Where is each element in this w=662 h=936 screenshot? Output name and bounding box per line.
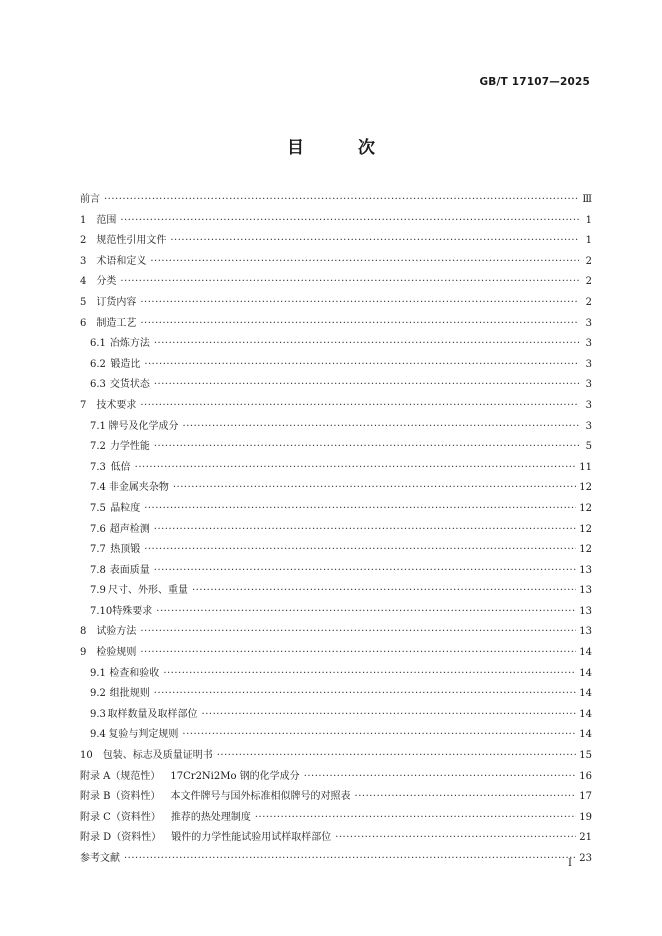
toc-dot-leader <box>140 622 576 643</box>
toc-entry-number: 8 <box>80 626 87 638</box>
toc-entry[interactable] <box>80 725 592 746</box>
toc-entry-number: 6.1 <box>90 338 106 350</box>
toc-entry-label: 复验与判定规则 <box>108 729 179 741</box>
toc-entry[interactable] <box>80 314 592 335</box>
toc-dot-leader <box>183 417 579 438</box>
toc-entry-page: 19 <box>579 811 592 823</box>
toc-entry[interactable] <box>80 664 592 685</box>
toc-entry-label: 组批规则 <box>109 688 150 700</box>
toc-entry[interactable] <box>80 499 592 520</box>
toc-entry-page: Ⅲ <box>582 194 592 205</box>
toc-entry-number: 7.10 <box>90 605 113 617</box>
toc-dot-leader <box>154 375 579 396</box>
toc-entry[interactable] <box>80 849 592 870</box>
toc-entry-page: 14 <box>579 647 592 659</box>
toc-dot-leader <box>255 808 576 829</box>
toc-entry-label: 表面质量 <box>109 564 150 576</box>
toc-entry-label: 制造工艺 <box>96 317 137 329</box>
toc-entry-label: 锻造比 <box>110 358 141 370</box>
toc-dot-leader <box>144 540 576 561</box>
toc-entry[interactable] <box>80 478 592 499</box>
toc-entry-page: 1 <box>585 214 592 226</box>
toc-entry-number: 6.3 <box>90 379 106 391</box>
toc-entry-page: 2 <box>585 255 592 267</box>
toc-entry-number: 1 <box>80 214 87 226</box>
toc-entry-page: 14 <box>579 708 592 720</box>
toc-dot-leader <box>154 437 579 458</box>
toc-entry-page: 23 <box>579 853 592 864</box>
toc-dot-leader <box>140 314 579 335</box>
toc-entry-label: 范围 <box>96 214 117 226</box>
toc-dot-leader <box>154 520 577 541</box>
toc-entry[interactable] <box>80 211 592 232</box>
toc-entry[interactable] <box>80 520 592 541</box>
toc-entry-page: 3 <box>585 420 592 432</box>
toc-dot-leader <box>163 664 576 685</box>
toc-entry-label: 冶炼方法 <box>109 338 150 350</box>
toc-entry-page: 14 <box>579 667 592 679</box>
toc-entry[interactable] <box>80 417 592 438</box>
toc-entry-label: 特殊要求 <box>112 605 153 617</box>
toc-entry-page: 11 <box>579 461 592 473</box>
toc-dot-leader <box>140 643 576 664</box>
toc-entry-label: 晶粒度 <box>110 502 141 514</box>
table-of-contents <box>80 190 592 870</box>
toc-entry-label: 交货状态 <box>109 379 150 391</box>
toc-entry-number: 10 <box>80 750 93 762</box>
toc-dot-leader <box>182 725 576 746</box>
toc-entry-number: 5 <box>80 296 87 308</box>
toc-entry-number: 4 <box>80 276 87 288</box>
toc-entry-number: 7.2 <box>90 441 106 453</box>
toc-entry-label: 规范性引用文件 <box>96 235 167 247</box>
toc-entry-label: 低倍 <box>110 461 131 473</box>
toc-dot-leader <box>140 293 579 314</box>
toc-entry-label: 分类 <box>96 276 117 288</box>
toc-entry-label: 前言 <box>80 194 100 205</box>
toc-entry-page: 3 <box>585 317 592 329</box>
toc-entry-page: 14 <box>579 729 592 741</box>
toc-dot-leader <box>150 252 579 273</box>
toc-entry-label: 取样数量及取样部位 <box>107 708 198 720</box>
toc-entry-number: 9.4 <box>90 729 106 741</box>
toc-entry-label: 推荐的热处理制度 <box>170 811 251 823</box>
toc-entry-label: 热顶锻 <box>110 544 141 556</box>
toc-entry-page: 3 <box>585 358 592 370</box>
toc-entry[interactable] <box>80 396 592 417</box>
toc-dot-leader <box>104 190 579 211</box>
toc-dot-leader <box>144 499 576 520</box>
toc-entry[interactable] <box>80 622 592 643</box>
toc-entry-label: 17Cr2Ni2Mo 钢的化学成分 <box>170 770 300 782</box>
toc-entry-number: 7 <box>80 399 87 411</box>
toc-entry-label: 参考文献 <box>80 853 120 864</box>
toc-entry-label: 术语和定义 <box>96 255 147 267</box>
toc-dot-leader <box>156 602 576 623</box>
toc-entry[interactable] <box>80 458 592 479</box>
toc-entry-page: 3 <box>585 338 592 350</box>
toc-entry[interactable] <box>80 828 592 849</box>
toc-entry-number: 附录 A（规范性） <box>80 770 161 782</box>
toc-entry-number: 附录 C（资料性） <box>80 811 161 823</box>
toc-entry-number: 7.1 <box>90 420 106 432</box>
toc-entry-page: 12 <box>579 502 592 514</box>
toc-entry-number: 7.7 <box>90 544 106 556</box>
toc-entry-number: 6.2 <box>90 358 106 370</box>
toc-entry[interactable] <box>80 561 592 582</box>
toc-dot-leader <box>154 684 577 705</box>
toc-entry[interactable] <box>80 293 592 314</box>
toc-entry-number: 2 <box>80 235 87 247</box>
toc-entry-number: 6 <box>80 317 87 329</box>
toc-entry-number: 7.6 <box>90 523 106 535</box>
toc-entry-number: 7.8 <box>90 564 106 576</box>
toc-entry-label: 牌号及化学成分 <box>108 420 179 432</box>
toc-entry-page: 16 <box>579 770 592 782</box>
toc-entry-label: 订货内容 <box>96 296 137 308</box>
toc-entry[interactable] <box>80 643 592 664</box>
toc-entry-label: 包装、标志及质量证明书 <box>102 750 213 762</box>
toc-entry[interactable] <box>80 705 592 726</box>
toc-entry-label: 力学性能 <box>109 441 150 453</box>
toc-entry[interactable] <box>80 334 592 355</box>
toc-dot-leader <box>170 231 579 252</box>
toc-entry[interactable] <box>80 684 592 705</box>
toc-entry-number: 附录 D（资料性） <box>80 832 162 844</box>
toc-entry-number: 7.5 <box>90 502 106 514</box>
toc-entry-number: 7.4 <box>90 482 106 494</box>
toc-entry-page: 3 <box>585 399 592 411</box>
toc-entry[interactable] <box>80 787 592 808</box>
toc-entry-page: 12 <box>579 482 592 494</box>
toc-entry-page: 12 <box>579 544 592 556</box>
toc-entry[interactable] <box>80 231 592 252</box>
toc-dot-leader <box>217 746 577 767</box>
page-title: 目 次 <box>287 138 399 158</box>
toc-dot-leader <box>124 849 576 870</box>
toc-entry-label: 本文件牌号与国外标准相似牌号的对照表 <box>170 791 351 803</box>
toc-entry-number: 9.1 <box>90 667 106 679</box>
toc-dot-leader <box>154 561 577 582</box>
toc-dot-leader <box>120 272 579 293</box>
toc-dot-leader <box>120 211 579 232</box>
page-number: Ⅰ <box>568 858 572 869</box>
toc-dot-leader <box>135 458 577 479</box>
toc-entry[interactable] <box>80 375 592 396</box>
toc-entry[interactable] <box>80 540 592 561</box>
toc-entry[interactable] <box>80 746 592 767</box>
toc-entry[interactable] <box>80 581 592 602</box>
toc-entry-number: 3 <box>80 255 87 267</box>
toc-entry-number: 7.9 <box>90 585 106 597</box>
toc-dot-leader <box>355 787 577 808</box>
toc-entry-label: 超声检测 <box>109 523 150 535</box>
toc-entry-page: 13 <box>579 626 592 638</box>
toc-entry[interactable] <box>80 602 592 623</box>
toc-entry-page: 14 <box>579 688 592 700</box>
toc-dot-leader <box>173 478 576 499</box>
toc-entry-page: 2 <box>585 296 592 308</box>
toc-entry-number: 7.3 <box>90 461 106 473</box>
toc-entry-page: 13 <box>579 564 592 576</box>
toc-entry-page: 3 <box>585 379 592 391</box>
toc-entry-label: 尺寸、外形、重量 <box>107 585 188 597</box>
toc-entry-label: 技术要求 <box>96 399 137 411</box>
toc-entry-page: 13 <box>579 605 592 617</box>
toc-entry-number: 9.2 <box>90 688 106 700</box>
toc-entry[interactable] <box>80 767 592 788</box>
toc-entry-page: 12 <box>579 523 592 535</box>
toc-entry-label: 锻件的力学性能试验用试样取样部位 <box>171 832 332 844</box>
toc-entry[interactable] <box>80 272 592 293</box>
toc-entry-page: 13 <box>579 585 592 597</box>
toc-entry-label: 检查和验收 <box>109 667 160 679</box>
toc-entry[interactable] <box>80 190 592 211</box>
toc-dot-leader <box>202 705 577 726</box>
toc-entry-number: 附录 B（资料性） <box>80 791 161 803</box>
toc-dot-leader <box>144 355 579 376</box>
toc-dot-leader <box>154 334 579 355</box>
toc-entry-page: 5 <box>585 441 592 453</box>
toc-dot-leader <box>304 767 577 788</box>
toc-entry-page: 17 <box>579 791 592 803</box>
toc-entry[interactable] <box>80 252 592 273</box>
toc-dot-leader <box>335 828 576 849</box>
toc-entry-label: 检验规则 <box>96 647 137 659</box>
toc-entry[interactable] <box>80 355 592 376</box>
standard-code: GB/T 17107—2025 <box>479 76 590 88</box>
toc-entry-number: 9 <box>80 647 87 659</box>
toc-entry[interactable] <box>80 808 592 829</box>
toc-entry[interactable] <box>80 437 592 458</box>
toc-entry-label: 试验方法 <box>96 626 137 638</box>
toc-entry-page: 15 <box>579 750 592 762</box>
toc-entry-page: 2 <box>585 276 592 288</box>
toc-entry-page: 21 <box>579 832 592 844</box>
toc-dot-leader <box>192 581 576 602</box>
toc-entry-number: 9.3 <box>90 708 106 720</box>
toc-dot-leader <box>140 396 579 417</box>
toc-entry-page: 1 <box>585 235 592 247</box>
toc-entry-label: 非金属夹杂物 <box>108 482 169 494</box>
